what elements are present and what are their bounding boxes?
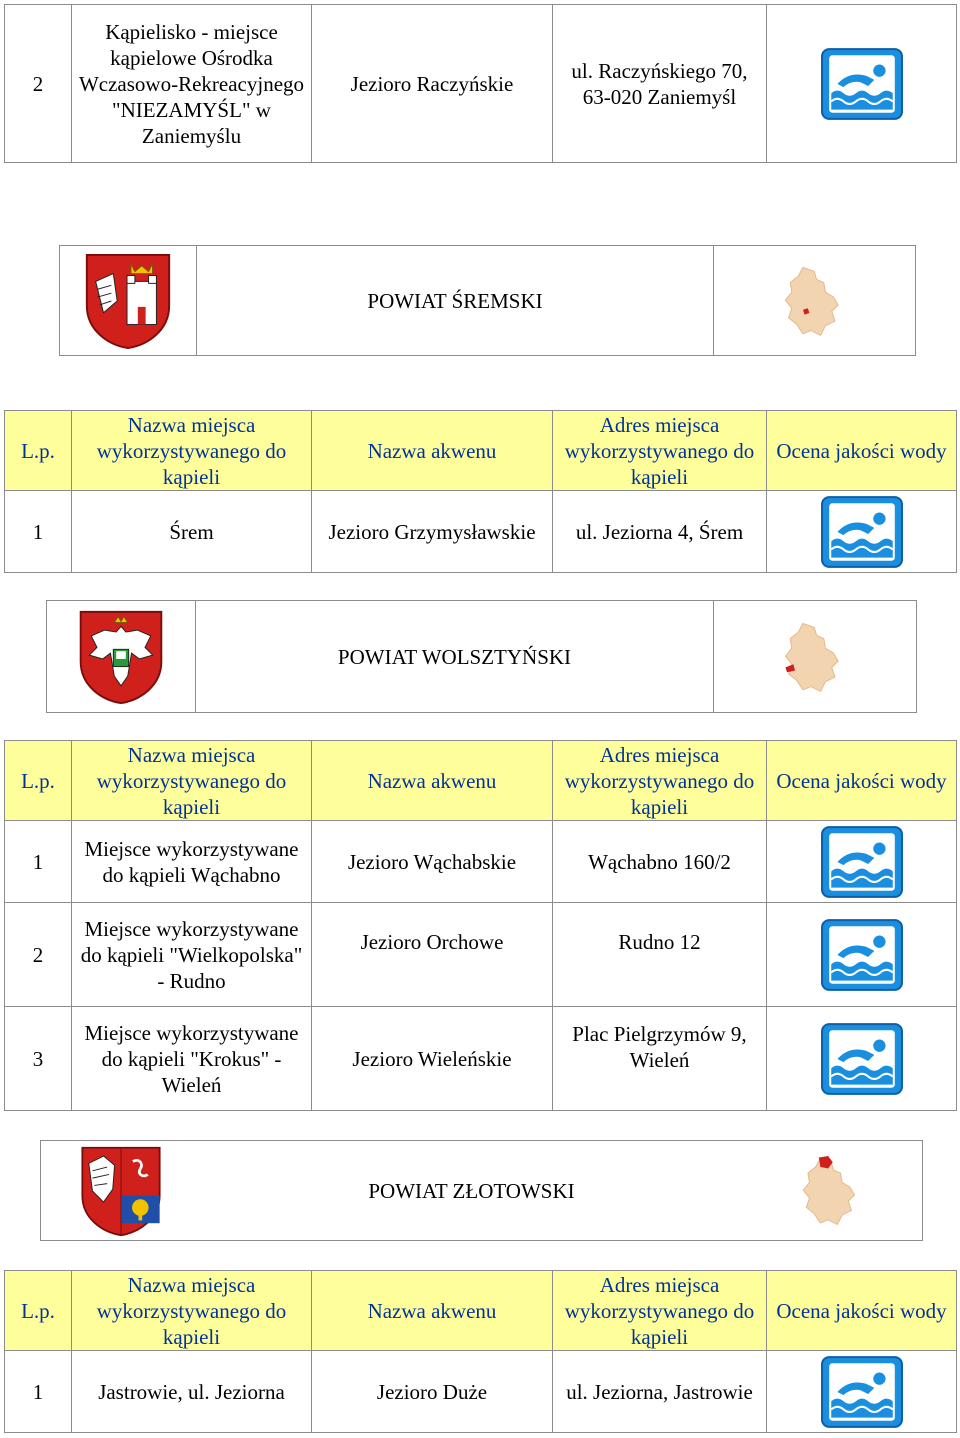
table-row: [5, 5, 957, 163]
coat-of-arms-icon: [83, 252, 173, 350]
bathing-place-name: Miejsce wykorzystywane do kąpieli "Wielkopolska" - Rudno: [72, 903, 312, 1007]
swimming-icon: [821, 48, 903, 120]
county-title: POWIAT ŚREMSKI: [367, 288, 543, 313]
column-header-quality: Ocena jakości wody: [767, 411, 957, 491]
row-number: 1: [5, 821, 72, 903]
column-header-lp: L.p.: [5, 1271, 72, 1351]
table-header-row: [5, 741, 957, 821]
table-header-row: [5, 1271, 957, 1351]
column-header-lp: L.p.: [5, 411, 72, 491]
water-quality-cell: [767, 5, 957, 163]
water-quality-cell: [767, 903, 957, 1007]
table-row: [5, 1351, 957, 1433]
water-quality-cell: [767, 1351, 957, 1433]
column-header-name: Nazwa miejsca wykorzystywanego do kąpieli: [72, 1271, 312, 1351]
coat-of-arms-icon: [78, 1145, 164, 1237]
swimming-icon: [821, 496, 903, 568]
coat-of-arms-icon: [77, 609, 165, 705]
swimming-icon: [821, 1023, 903, 1095]
water-body-name: Jezioro Wieleńskie: [312, 1007, 553, 1111]
row-number: 1: [5, 491, 72, 573]
region-map-icon: [779, 614, 851, 700]
water-quality-cell: [767, 1007, 957, 1111]
region-map-icon: [779, 258, 851, 344]
map-cell: [713, 246, 915, 355]
water-body-name: Jezioro Wąchabskie: [312, 821, 553, 903]
county-title: POWIAT ZŁOTOWSKI: [368, 1178, 575, 1203]
column-header-water: Nazwa akwenu: [312, 1271, 553, 1351]
wolsztynski-bathing-table: [4, 740, 957, 1111]
bathing-place-name: Śrem: [72, 491, 312, 573]
crest-cell: [60, 246, 197, 355]
water-body-name: Jezioro Duże: [312, 1351, 553, 1433]
crest-cell: [47, 601, 196, 712]
column-header-address: Adres miejsca wykorzystywanego do kąpieli: [553, 411, 767, 491]
table-header-row: [5, 411, 957, 491]
bathing-place-address: ul. Raczyńskiego 70, 63-020 Zaniemyśl: [553, 5, 767, 163]
table-row: [5, 821, 957, 903]
bathing-place-address: Wąchabno 160/2: [553, 821, 767, 903]
water-quality-cell: [767, 821, 957, 903]
table-row: [5, 1007, 957, 1111]
bathing-place-address: ul. Jeziorna 4, Śrem: [553, 491, 767, 573]
bathing-place-address: Plac Pielgrzymów 9, Wieleń: [553, 1007, 767, 1111]
column-header-address: Adres miejsca wykorzystywanego do kąpieli: [553, 741, 767, 821]
water-body-name: Jezioro Raczyńskie: [312, 5, 553, 163]
sremski-bathing-table: [4, 410, 957, 573]
row-number: 2: [5, 5, 72, 163]
zlotowski-bathing-table: [4, 1270, 957, 1433]
region-map-icon: [797, 1149, 867, 1233]
row-number: 3: [5, 1007, 72, 1111]
water-body-name: Jezioro Grzymysławskie: [312, 491, 553, 573]
water-body-name: Jezioro Orchowe: [312, 903, 553, 1007]
bathing-place-name: Jastrowie, ul. Jeziorna: [72, 1351, 312, 1433]
row-number: 1: [5, 1351, 72, 1433]
table-row: [5, 491, 957, 573]
table-row: [5, 903, 957, 1007]
county-banner-sremski: [59, 245, 916, 356]
map-cell: [742, 1141, 922, 1240]
column-header-lp: L.p.: [5, 741, 72, 821]
water-quality-cell: [767, 491, 957, 573]
column-header-name: Nazwa miejsca wykorzystywanego do kąpieli: [72, 741, 312, 821]
column-header-address: Adres miejsca wykorzystywanego do kąpieli: [553, 1271, 767, 1351]
county-banner-wolsztynski: [46, 600, 917, 713]
swimming-icon: [821, 1356, 903, 1428]
county-banner-zlotowski: [40, 1140, 923, 1241]
column-header-water: Nazwa akwenu: [312, 741, 553, 821]
top-bathing-table: [4, 4, 957, 163]
county-title: POWIAT WOLSZTYŃSKI: [337, 644, 572, 669]
crest-cell: [41, 1141, 201, 1240]
bathing-place-address: ul. Jeziorna, Jastrowie: [553, 1351, 767, 1433]
map-cell: [713, 601, 916, 712]
bathing-place-address: Rudno 12: [553, 903, 767, 1007]
bathing-place-name: Miejsce wykorzystywane do kąpieli "Krokus" - Wieleń: [72, 1007, 312, 1111]
row-number: 2: [5, 903, 72, 1007]
column-header-water: Nazwa akwenu: [312, 411, 553, 491]
swimming-icon: [821, 826, 903, 898]
column-header-name: Nazwa miejsca wykorzystywanego do kąpieli: [72, 411, 312, 491]
bathing-place-name: Miejsce wykorzystywane do kąpieli Wąchabno: [72, 821, 312, 903]
bathing-place-name: Kąpielisko - miejsce kąpielowe Ośrodka Wczasowo-Rekreacyjnego "NIEZAMYŚL" w Zaniemyślu: [72, 5, 312, 163]
swimming-icon: [821, 919, 903, 991]
column-header-quality: Ocena jakości wody: [767, 741, 957, 821]
column-header-quality: Ocena jakości wody: [767, 1271, 957, 1351]
